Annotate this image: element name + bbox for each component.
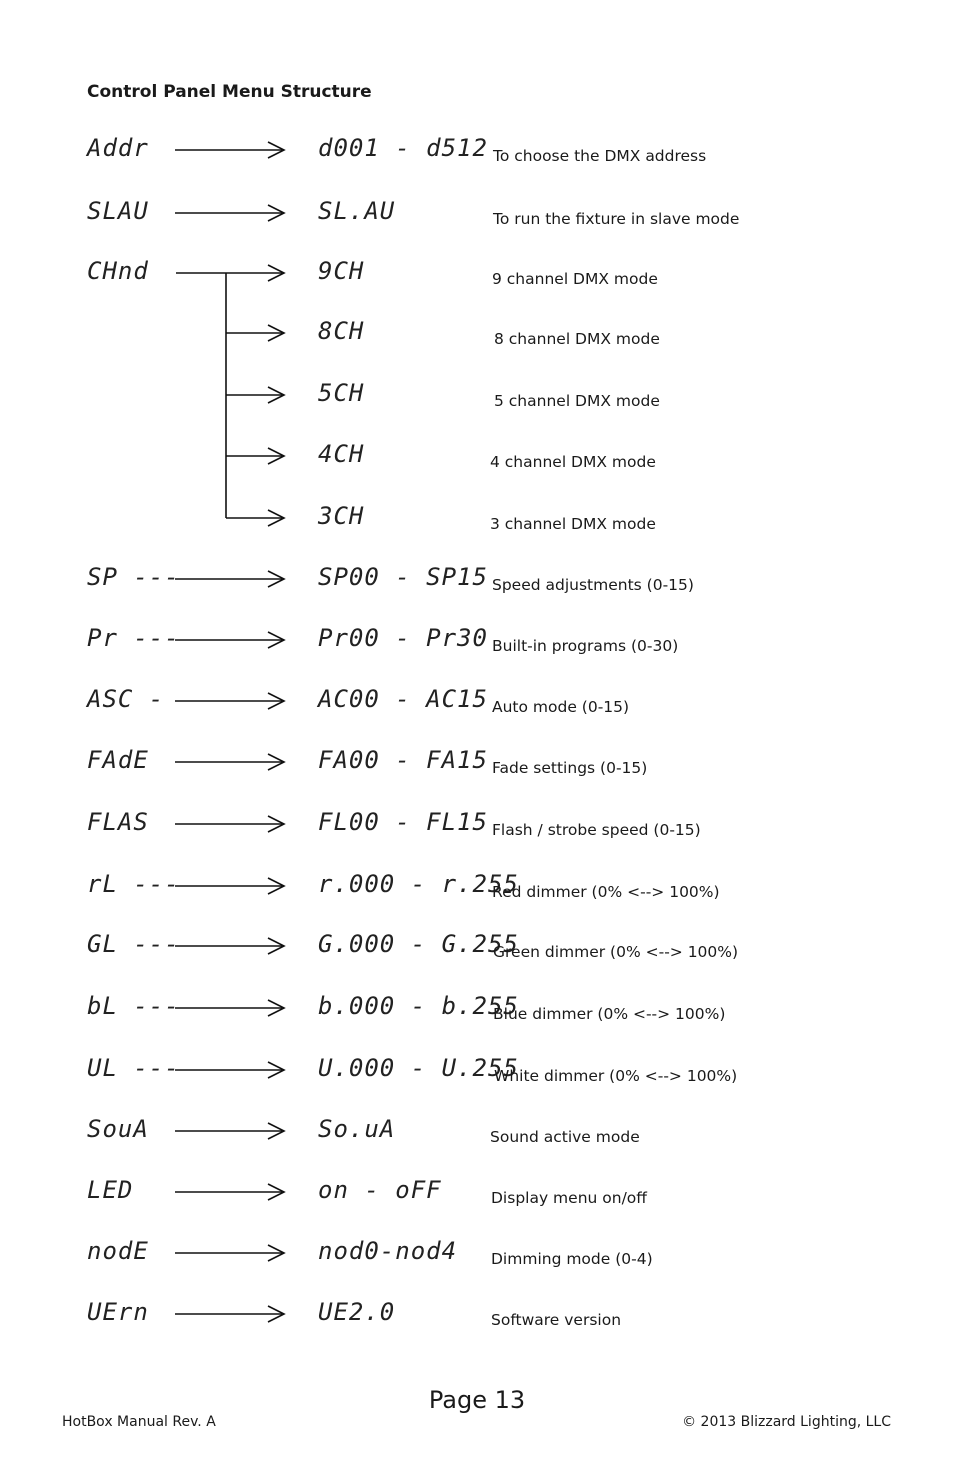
menu-description: Red dimmer (0% <--> 100%) <box>492 883 720 901</box>
menu-value: UE2.0 <box>318 1298 396 1326</box>
section-heading: Control Panel Menu Structure <box>87 82 372 102</box>
menu-row <box>0 684 954 724</box>
menu-value: 4CH <box>318 440 365 468</box>
menu-description: Software version <box>491 1311 622 1329</box>
menu-row <box>0 1297 954 1337</box>
menu-value: 9CH <box>318 257 365 285</box>
menu-code: SLAU <box>87 197 149 225</box>
menu-value: 8CH <box>318 317 365 345</box>
menu-row <box>0 316 954 356</box>
menu-description: Auto mode (0-15) <box>492 698 630 716</box>
menu-code: CHnd <box>87 257 149 285</box>
menu-code: UL --- <box>87 1054 180 1082</box>
menu-description: Speed adjustments (0-15) <box>492 576 694 594</box>
menu-code: FAdE <box>87 746 149 774</box>
menu-value: G.000 - G.255 <box>318 930 519 958</box>
menu-description: Sound active mode <box>490 1128 640 1146</box>
menu-row <box>0 133 954 173</box>
menu-description: Built-in programs (0-30) <box>492 637 679 655</box>
menu-description: Green dimmer (0% <--> 100%) <box>493 943 739 961</box>
menu-row <box>0 439 954 479</box>
footer-copyright: © 2013 Blizzard Lighting, LLC <box>682 1414 891 1430</box>
menu-code: nodE <box>87 1237 149 1265</box>
menu-value: So.uA <box>318 1115 396 1143</box>
menu-value: FA00 - FA15 <box>318 746 488 774</box>
menu-code: ASC - <box>87 685 165 713</box>
menu-description: 4 channel DMX mode <box>490 453 656 471</box>
menu-row <box>0 991 954 1031</box>
menu-value: U.000 - U.255 <box>318 1054 519 1082</box>
menu-code: UErn <box>87 1298 149 1326</box>
menu-code: Addr <box>87 134 149 162</box>
menu-code: FLAS <box>87 808 149 836</box>
menu-row <box>0 1175 954 1215</box>
menu-row <box>0 256 954 296</box>
menu-row <box>0 1053 954 1093</box>
menu-value: SP00 - SP15 <box>318 563 488 591</box>
menu-description: 9 channel DMX mode <box>492 270 658 288</box>
menu-description: To run the fixture in slave mode <box>493 210 740 228</box>
menu-description: Display menu on/off <box>491 1189 647 1207</box>
menu-description: 5 channel DMX mode <box>494 392 660 410</box>
menu-code: Pr --- <box>87 624 180 652</box>
menu-description: 3 channel DMX mode <box>490 515 656 533</box>
menu-value: SL.AU <box>318 197 396 225</box>
menu-code: bL --- <box>87 992 180 1020</box>
menu-row <box>0 623 954 663</box>
menu-row <box>0 196 954 236</box>
menu-row <box>0 562 954 602</box>
menu-code: GL --- <box>87 930 180 958</box>
menu-value: 3CH <box>318 502 365 530</box>
menu-description: Flash / strobe speed (0-15) <box>492 821 701 839</box>
menu-code: rL --- <box>87 870 180 898</box>
menu-code: LED <box>87 1176 134 1204</box>
page-number: Page 13 <box>428 1386 526 1414</box>
menu-description: Dimming mode (0-4) <box>491 1250 653 1268</box>
menu-value: d001 - d512 <box>318 134 488 162</box>
menu-value: 5CH <box>318 379 365 407</box>
menu-description: To choose the DMX address <box>493 147 707 165</box>
menu-description: 8 channel DMX mode <box>494 330 660 348</box>
menu-row <box>0 807 954 847</box>
menu-row <box>0 745 954 785</box>
menu-description: White dimmer (0% <--> 100%) <box>494 1067 738 1085</box>
menu-row <box>0 501 954 541</box>
menu-row <box>0 869 954 909</box>
menu-row <box>0 1114 954 1154</box>
menu-row <box>0 929 954 969</box>
menu-value: b.000 - b.255 <box>318 992 519 1020</box>
menu-value: r.000 - r.255 <box>318 870 519 898</box>
menu-value: nod0-nod4 <box>318 1237 458 1265</box>
menu-value: Pr00 - Pr30 <box>318 624 488 652</box>
menu-row <box>0 1236 954 1276</box>
menu-description: Fade settings (0-15) <box>492 759 648 777</box>
menu-value: FL00 - FL15 <box>318 808 488 836</box>
menu-description: Blue dimmer (0% <--> 100%) <box>493 1005 726 1023</box>
menu-value: AC00 - AC15 <box>318 685 488 713</box>
menu-code: SP --- <box>87 563 180 591</box>
menu-code: SouA <box>87 1115 149 1143</box>
menu-row <box>0 378 954 418</box>
footer-manual-title: HotBox Manual Rev. A <box>62 1414 216 1430</box>
menu-value: on - oFF <box>318 1176 442 1204</box>
